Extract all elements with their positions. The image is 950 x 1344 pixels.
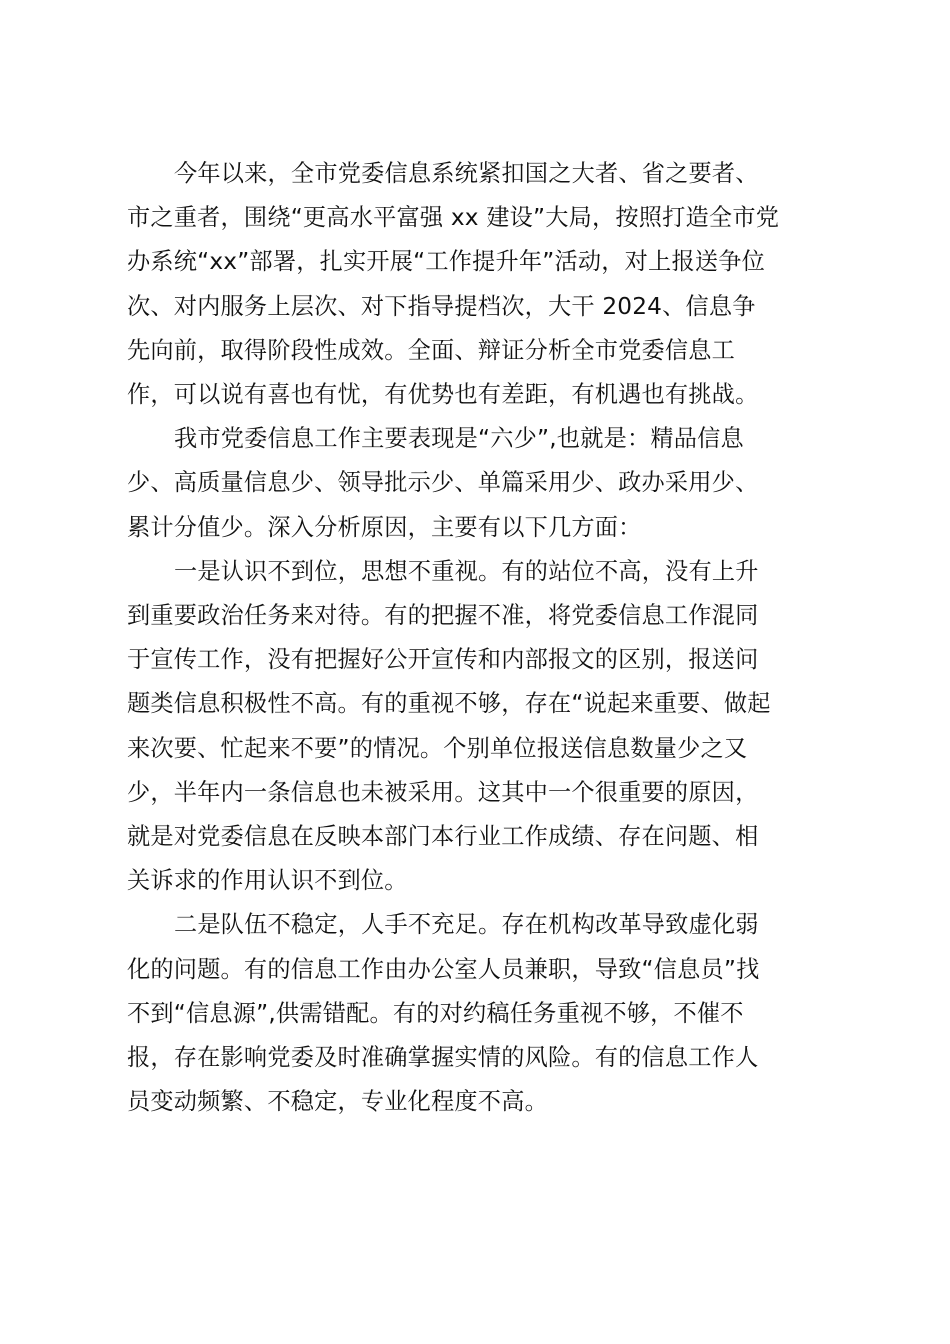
paragraph-line: 一是认识不到位，思想不重视。有的站位不高，没有上升 — [174, 557, 759, 585]
paragraph-3 — [127, 550, 833, 904]
paragraph-line: 于宣传工作，没有把握好公开宣传和内部报文的区别，报送问 — [127, 646, 759, 674]
paragraph-line: 办系统“xx”部署，扎实开展“工作提升年”活动，对上报送争位 — [127, 248, 765, 276]
paragraph-line: 到重要政治任务来对待。有的把握不准，将党委信息工作混同 — [127, 602, 759, 630]
paragraph-line: 化的问题。有的信息工作由办公室人员兼职，导致“信息员”找 — [127, 955, 760, 983]
paragraph-line: 关诉求的作用认识不到位。 — [127, 867, 408, 895]
paragraph-line: 就是对党委信息在反映本部门本行业工作成绩、存在问题、相 — [127, 823, 759, 851]
paragraph-line: 少、高质量信息少、领导批示少、单篇采用少、政办采用少、 — [127, 469, 759, 497]
paragraph-line: 题类信息积极性不高。有的重视不够，存在“说起来重要、做起 — [127, 690, 771, 718]
paragraph-line: 员变动频繁、不稳定，专业化程度不高。 — [127, 1088, 548, 1116]
paragraph-line: 先向前，取得阶段性成效。全面、辩证分析全市党委信息工 — [127, 336, 736, 364]
paragraph-line: 不到“信息源”,供需错配。有的对约稿任务重视不够，不催不 — [127, 999, 744, 1027]
paragraph-line: 来次要、忙起来不要”的情况。个别单位报送信息数量少之又 — [127, 734, 748, 762]
paragraph-line: 作，可以说有喜也有忧，有优势也有差距，有机遇也有挑战。 — [127, 381, 759, 409]
paragraph-line: 今年以来，全市党委信息系统紧扣国之大者、省之要者、 — [174, 160, 759, 187]
paragraph-line: 二是队伍不稳定，人手不充足。存在机构改革导致虚化弱 — [174, 911, 759, 939]
paragraph-line: 次、对内服务上层次、对下指导提档次，大干 2024、信息争 — [127, 292, 756, 320]
paragraph-2 — [127, 417, 833, 550]
paragraph-line: 市之重者，围绕“更高水平富强 xx 建设”大局，按照打造全市党 — [127, 204, 780, 232]
paragraph-4 — [127, 903, 833, 1124]
paragraph-1 — [127, 152, 833, 417]
paragraph-line: 我市党委信息工作主要表现是“六少”,也就是：精品信息 — [174, 425, 744, 453]
document-body — [127, 152, 833, 1124]
paragraph-line: 少，半年内一条信息也未被采用。这其中一个很重要的原因， — [127, 778, 759, 806]
paragraph-line: 报，存在影响党委及时准确掌握实情的风险。有的信息工作人 — [127, 1044, 759, 1072]
paragraph-line: 累计分值少。深入分析原因，主要有以下几方面： — [127, 513, 642, 541]
